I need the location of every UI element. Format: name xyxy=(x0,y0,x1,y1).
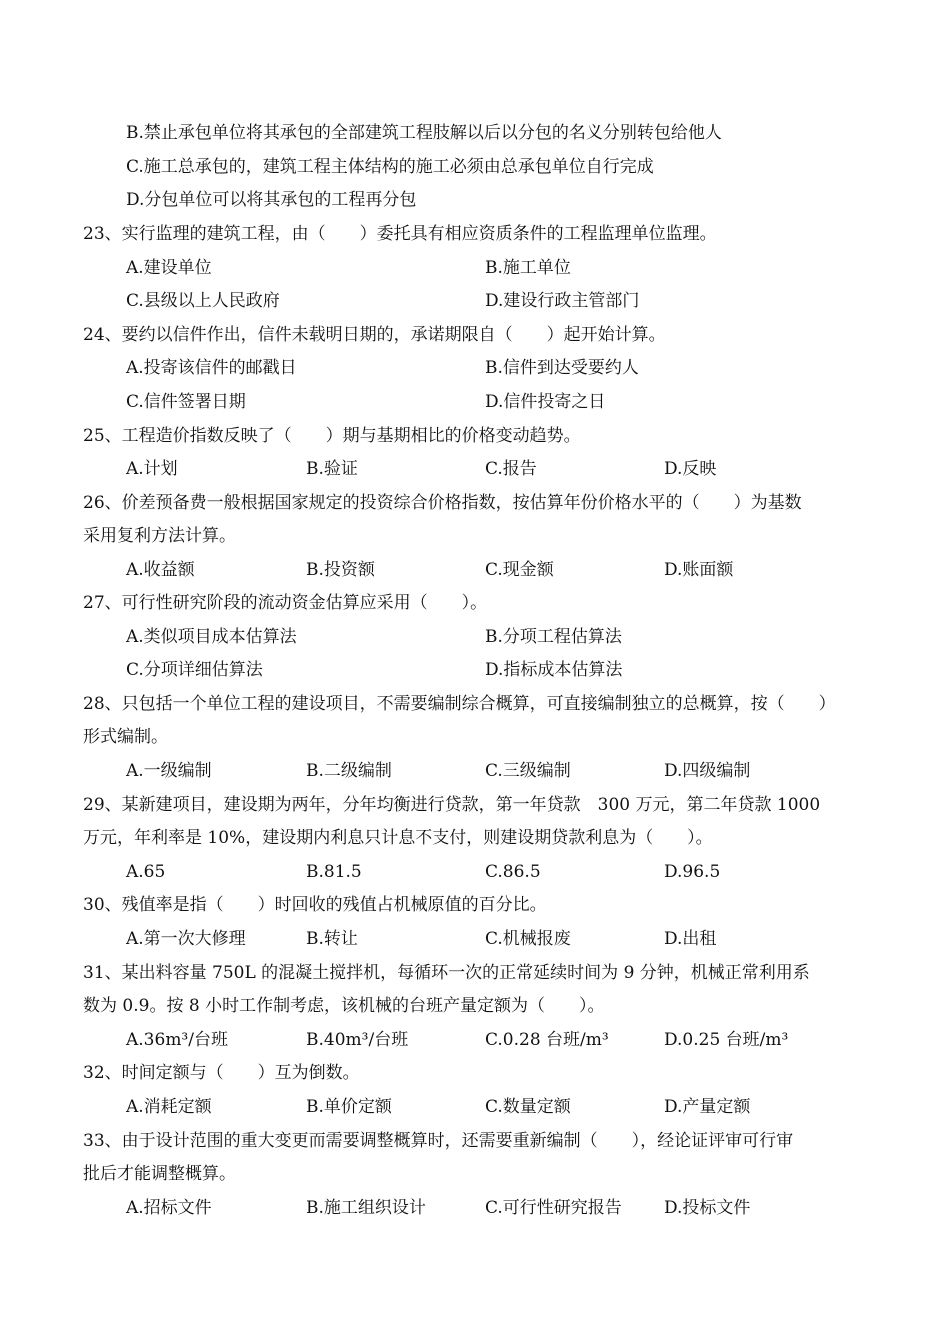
option-a: A.收益额 xyxy=(126,560,195,580)
option-c: C.可行性研究报告 xyxy=(485,1198,622,1218)
option-c: C.施工总承包的，建筑工程主体结构的施工必须由总承包单位自行完成 xyxy=(126,157,654,177)
option-a: A.类似项目成本估算法 xyxy=(126,627,297,647)
option-c: C.机械报废 xyxy=(485,929,571,949)
option-a: A.计划 xyxy=(126,459,178,479)
question-stem: 29、某新建项目，建设期为两年，分年均衡进行贷款，第一年贷款 300 万元，第二年贷款 1000 xyxy=(83,795,821,815)
option-a: A.消耗定额 xyxy=(126,1097,212,1117)
question-stem: 32、时间定额与（ ）互为倒数。 xyxy=(83,1063,360,1083)
option-c: C.县级以上人民政府 xyxy=(126,291,280,311)
question-stem-cont: 万元，年利率是 10%，建设期内利息只计息不支付，则建设期贷款利息为（ ）。 xyxy=(83,828,713,848)
option-c: C.分项详细估算法 xyxy=(126,660,263,680)
question-stem-cont: 数为 0.9。按 8 小时工作制考虑，该机械的台班产量定额为（ ）。 xyxy=(83,996,605,1016)
option-d: D.投标文件 xyxy=(664,1198,751,1218)
question-stem-cont: 形式编制。 xyxy=(83,727,168,747)
question-stem-cont: 批后才能调整概算。 xyxy=(83,1164,236,1184)
option-c: C.现金额 xyxy=(485,560,554,580)
option-c: C.信件签署日期 xyxy=(126,392,246,412)
option-d: D.账面额 xyxy=(664,560,734,580)
option-b: B.验证 xyxy=(306,459,358,479)
question-stem: 25、工程造价指数反映了（ ）期与基期相比的价格变动趋势。 xyxy=(83,426,581,446)
question-stem: 23、实行监理的建筑工程，由（ ）委托具有相应资质条件的工程监理单位监理。 xyxy=(83,224,717,244)
option-b: B.单价定额 xyxy=(306,1097,392,1117)
option-c: C.报告 xyxy=(485,459,537,479)
question-stem: 24、要约以信件作出，信件未载明日期的，承诺期限自（ ）起开始计算。 xyxy=(83,325,666,345)
option-b: B.分项工程估算法 xyxy=(485,627,622,647)
question-stem: 33、由于设计范围的重大变更而需要调整概算时，还需要重新编制（ ），经论证评审可行审 xyxy=(83,1131,794,1151)
option-d: D.指标成本估算法 xyxy=(485,660,623,680)
option-d: D.产量定额 xyxy=(664,1097,751,1117)
question-stem: 31、某出料容量 750L 的混凝土搅拌机，每循环一次的正常延续时间为 9 分钟，机械正常利用系 xyxy=(83,963,810,983)
option-a: A.36m³/台班 xyxy=(126,1030,228,1050)
option-d: D.信件投寄之日 xyxy=(485,392,606,412)
option-b: B.施工组织设计 xyxy=(306,1198,426,1218)
option-c: C.三级编制 xyxy=(485,761,571,781)
option-a: A.第一次大修理 xyxy=(126,929,246,949)
option-a: A.招标文件 xyxy=(126,1198,212,1218)
question-stem: 26、价差预备费一般根据国家规定的投资综合价格指数，按估算年份价格水平的（ ）为基数 xyxy=(83,493,802,513)
option-c: C.0.28 台班/m³ xyxy=(485,1030,609,1050)
option-d: D.0.25 台班/m³ xyxy=(664,1030,789,1050)
option-a: A.一级编制 xyxy=(126,761,212,781)
option-a: A.建设单位 xyxy=(126,258,212,278)
option-a: A.投寄该信件的邮戳日 xyxy=(126,358,297,378)
question-stem: 27、可行性研究阶段的流动资金估算应采用（ ）。 xyxy=(83,593,488,613)
option-c: C.数量定额 xyxy=(485,1097,571,1117)
option-d: D.96.5 xyxy=(664,862,721,882)
option-b: B.施工单位 xyxy=(485,258,571,278)
option-c: C.86.5 xyxy=(485,862,541,882)
option-d: D.建设行政主管部门 xyxy=(485,291,640,311)
option-b: B.40m³/台班 xyxy=(306,1030,409,1050)
option-d: D.四级编制 xyxy=(664,761,751,781)
question-stem: 28、只包括一个单位工程的建设项目，不需要编制综合概算，可直接编制独立的总概算，按（ ） xyxy=(83,694,836,714)
option-d: D.分包单位可以将其承包的工程再分包 xyxy=(126,190,417,210)
option-b: B.81.5 xyxy=(306,862,362,882)
question-stem-cont: 采用复利方法计算。 xyxy=(83,526,236,546)
option-d: D.反映 xyxy=(664,459,717,479)
option-b: B.禁止承包单位将其承包的全部建筑工程肢解以后以分包的名义分别转包给他人 xyxy=(126,123,722,143)
option-b: B.转让 xyxy=(306,929,358,949)
option-b: B.投资额 xyxy=(306,560,375,580)
question-stem: 30、残值率是指（ ）时回收的残值占机械原值的百分比。 xyxy=(83,895,547,915)
option-b: B.信件到达受要约人 xyxy=(485,358,639,378)
option-b: B.二级编制 xyxy=(306,761,392,781)
option-d: D.出租 xyxy=(664,929,717,949)
option-a: A.65 xyxy=(126,862,166,882)
